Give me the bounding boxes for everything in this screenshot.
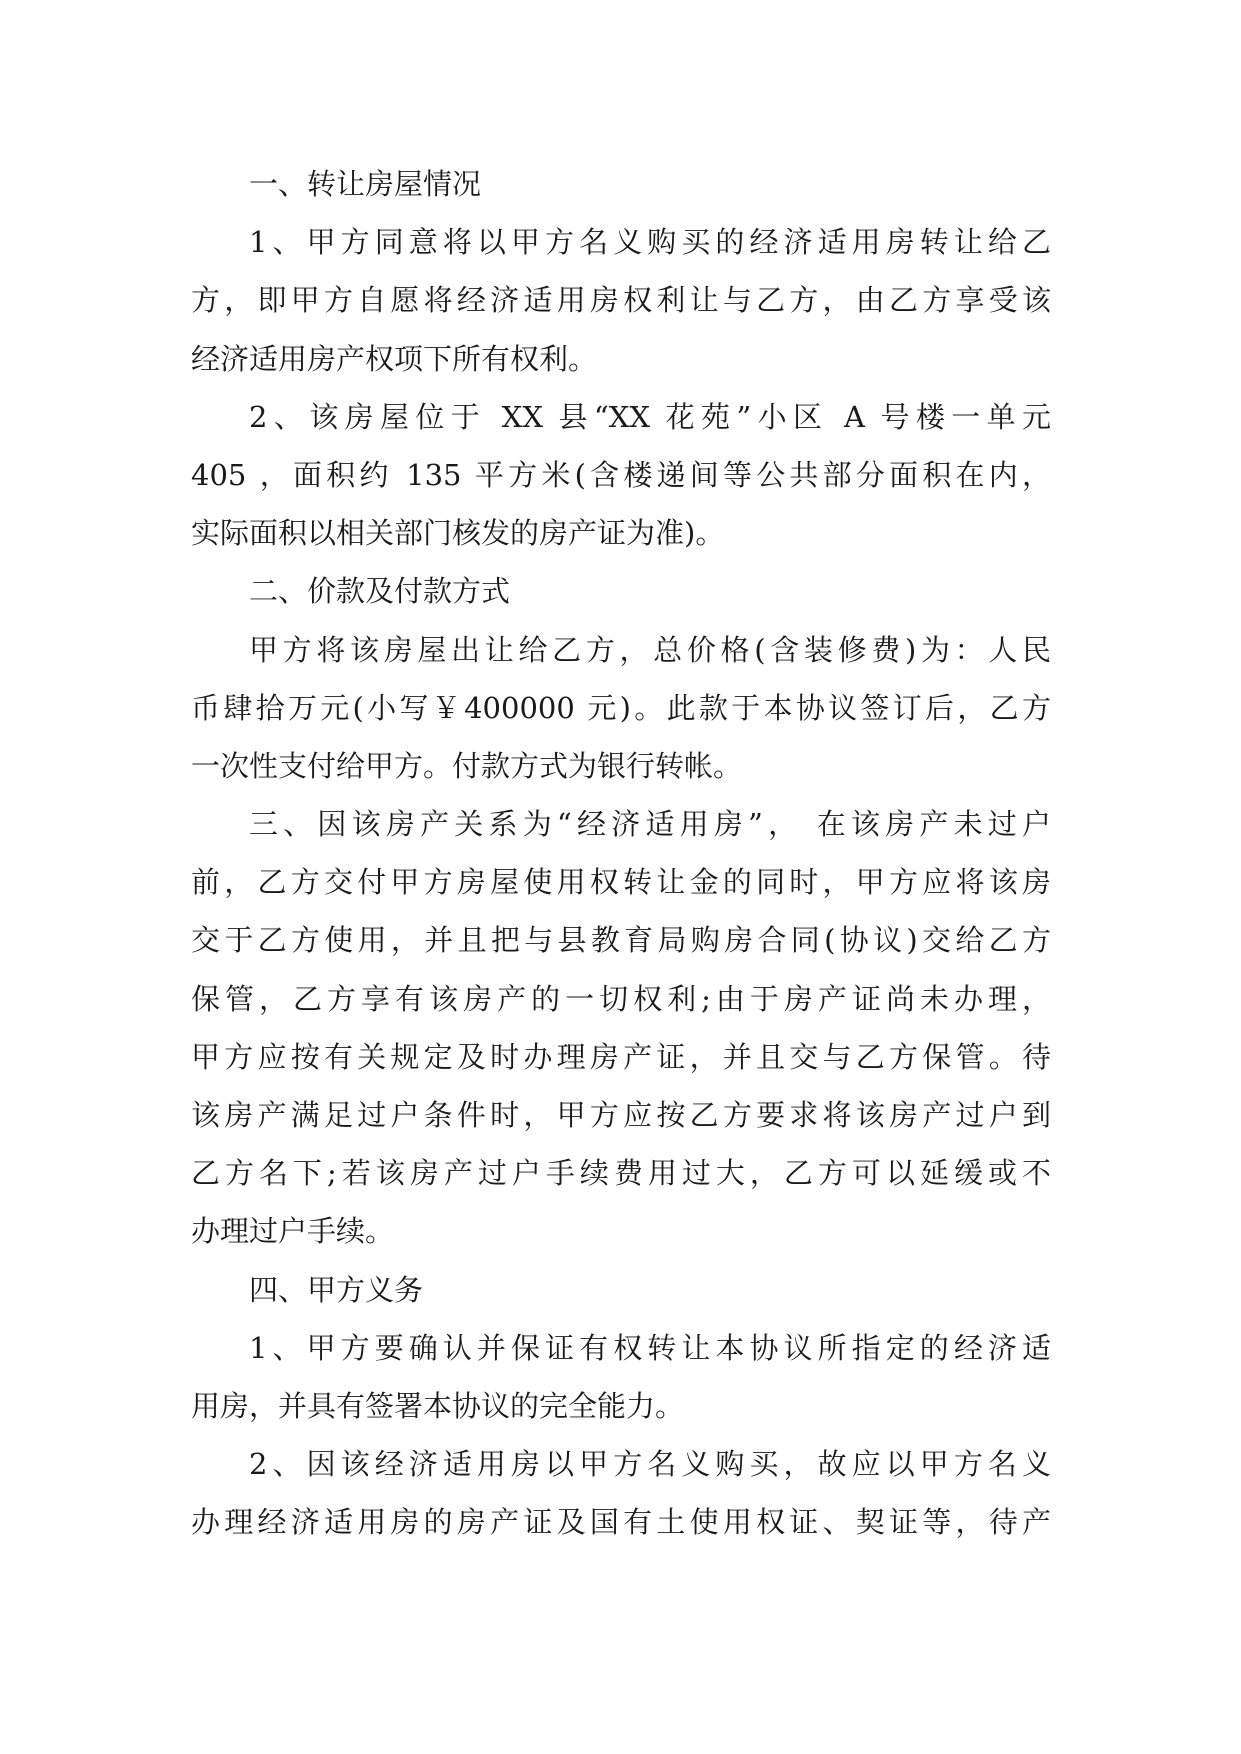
text-line: 甲方应按有关规定及时办理房产证，并且交与乙方保管。待 [191, 1039, 1051, 1074]
text-line: 乙方名下;若该房产过户手续费用过大，乙方可以延缓或不 [191, 1156, 1051, 1191]
text-line: 甲方将该房屋出让给乙方，总价格(含装修费)为：人民 [249, 632, 1051, 667]
text-line: 2、该房屋位于 XX 县“XX 花苑”小区 A 号楼一单元 [249, 399, 1051, 434]
text-line: 币肆拾万元(小写￥400000 元)。此款于本协议签订后，乙方 [191, 690, 1051, 725]
text-line: 实际面积以相关部门核发的房产证为准)。 [191, 516, 725, 551]
text-line: 1、甲方要确认并保证有权转让本协议所指定的经济适 [249, 1330, 1051, 1365]
text-line: 交于乙方使用，并且把与县教育局购房合同(协议)交给乙方 [191, 923, 1051, 958]
text-line: 办理经济适用房的房产证及国有土使用权证、契证等，待产 [191, 1505, 1051, 1540]
text-line: 二、价款及付款方式 [249, 574, 511, 609]
text-line: 方，即甲方自愿将经济适用房权利让与乙方，由乙方享受该 [191, 283, 1051, 318]
text-line: 经济适用房产权项下所有权利。 [191, 341, 598, 376]
text-line: 一次性支付给甲方。付款方式为银行转帐。 [191, 748, 743, 783]
text-line: 四、甲方义务 [249, 1272, 424, 1307]
text-line: 2、因该经济适用房以甲方名义购买，故应以甲方名义 [249, 1447, 1051, 1482]
text-line: 保管，乙方享有该房产的一切权利;由于房产证尚未办理， [191, 981, 1051, 1016]
text-line: 1、甲方同意将以甲方名义购买的经济适用房转让给乙 [249, 225, 1051, 260]
text-line: 用房，并具有签署本协议的完全能力。 [191, 1388, 685, 1423]
text-line: 办理过户手续。 [191, 1214, 395, 1249]
text-line: 该房产满足过户条件时，甲方应按乙方要求将该房产过户到 [191, 1098, 1051, 1132]
text-line: 前，乙方交付甲方房屋使用权转让金的同时，甲方应将该房 [191, 865, 1051, 900]
text-line: 405 ，面积约 135 平方米(含楼递间等公共部分面积在内， [191, 457, 1051, 492]
document-body [191, 155, 1051, 1552]
text-line: 一、转让房屋情况 [249, 167, 482, 201]
text-line: 三、因该房产关系为“经济适用房”， 在该房产未过户 [249, 807, 1051, 842]
